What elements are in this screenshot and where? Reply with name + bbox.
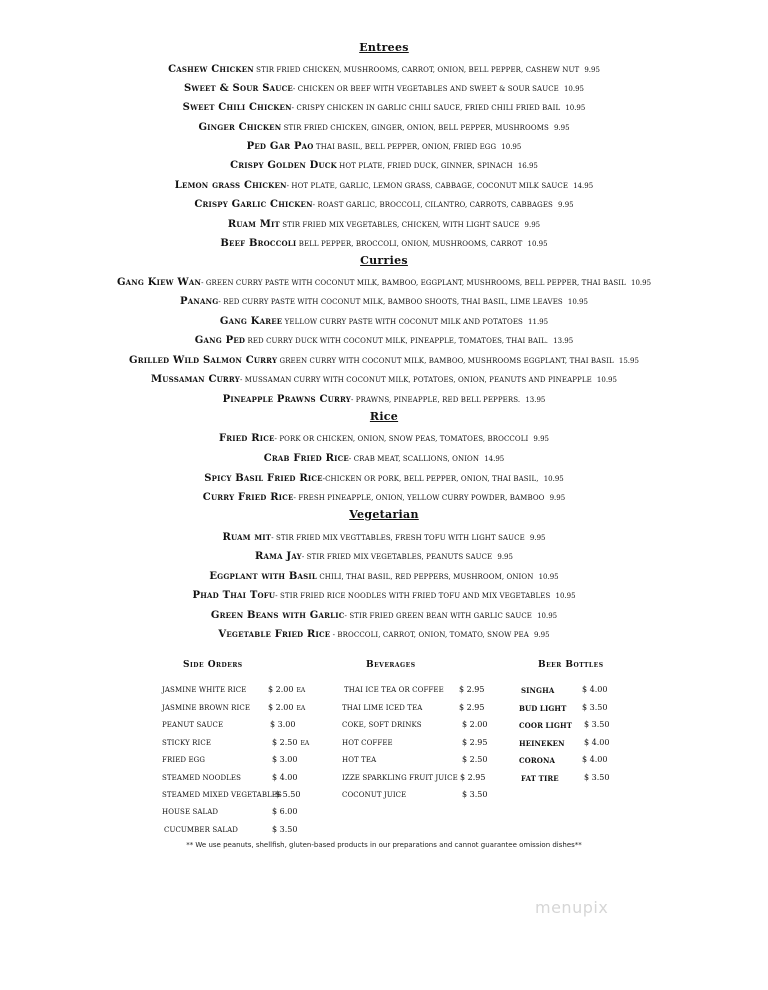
beer-name: BUD LIGHT [519, 704, 567, 713]
side-order-name: STICKY RICE [162, 739, 212, 747]
menu-item: Ped Gar Pao THAI BASIL, BELL PEPPER, ONION, FRIED EGG 10.95 [246, 141, 522, 152]
section-title-rice: Rice [369, 410, 399, 423]
side-order-price: $ 4.00 [272, 773, 298, 782]
beverage-price: $ 2.95 [459, 685, 485, 694]
allergen-note: ** We use peanuts, shellfish, gluten-based products in our preparations and cannot guarantee omission dishes** [186, 841, 582, 849]
section-title-vegetarian: Vegetarian [349, 508, 419, 521]
beverage-price: $ 2.95 [459, 703, 485, 712]
menu-item: Pineapple Prawns Curry- PRAWNS, PINEAPPLE, RED BELL PEPPERS. 13.95 [222, 394, 546, 405]
menu-item: Crispy Garlic Chicken- ROAST GARLIC, BROCCOLI, CILANTRO, CARROTS, CABBAGES 9.95 [194, 199, 574, 210]
beverage-name: COKE, SOFT DRINKS [342, 721, 422, 729]
side-order-name: STEAMED MIXED VEGETABLES [162, 791, 282, 799]
side-order-price: $ 3.50 [272, 825, 298, 834]
beer-name: HEINEKEN [519, 739, 565, 748]
beverage-name: THAI ICE TEA OR COFFEE [344, 686, 444, 694]
menu-item: Gang Karee YELLOW CURRY PASTE WITH COCONUT MILK AND POTATOES 11.95 [219, 316, 549, 327]
beverage-name: HOT TEA [342, 756, 377, 764]
side-order-price: $ 2.00 EA [268, 685, 306, 694]
menu-item: Spicy Basil Fried Rice-CHICKEN OR PORK, BELL PEPPER, ONION, THAI BASIL, 10.95 [204, 473, 564, 484]
beverage-price: $ 2.95 [462, 738, 488, 747]
side-order-price: $ 3.00 [272, 755, 298, 764]
beverage-price: $ 3.50 [462, 790, 488, 799]
menu-item: Ginger Chicken STIR FRIED CHICKEN, GINGER, ONION, BELL PEPPER, MUSHROOMS 9.95 [198, 122, 570, 133]
side-order-price: $ 3.00 [270, 720, 296, 729]
menu-item: Lemon grass Chicken- HOT PLATE, GARLIC, LEMON GRASS, CABBAGE, COCONUT MILK SAUCE 14.95 [174, 180, 594, 191]
side-order-price: $ 6.00 [272, 807, 298, 816]
menupix-watermark: menupix [535, 898, 609, 917]
menu-item: Crab Fried Rice- CRAB MEAT, SCALLIONS, ONION 14.95 [263, 453, 505, 464]
side-order-name: JASMINE WHITE RICE [162, 686, 247, 694]
menu-item: Rama Jay- STIR FRIED MIX VEGETABLES, PEANUTS SAUCE 9.95 [255, 551, 513, 562]
menu-item: Vegetable Fried Rice - BROCCOLI, CARROT, ONION, TOMATO, SNOW PEA 9.95 [218, 629, 550, 640]
menu-item: Phad Thai Tofu- STIR FRIED RICE NOODLES WITH FRIED TOFU AND MIX VEGETABLES 10.95 [192, 590, 576, 601]
beer-name: FAT TIRE [521, 774, 559, 783]
side-order-name: FRIED EGG [162, 756, 206, 764]
side-order-name: PEANUT SAUCE [162, 721, 224, 729]
menu-item: Ruam Mit STIR FRIED MIX VEGETABLES, CHICKEN, WITH LIGHT SAUCE 9.95 [227, 219, 541, 230]
beer-price: $ 4.00 [582, 755, 608, 764]
menu-item: Gang Ped RED CURRY DUCK WITH COCONUT MILK, PINEAPPLE, TOMATOES, THAI BAIL. 13.95 [194, 335, 574, 346]
beer-price: $ 3.50 [584, 720, 610, 729]
beer-price: $ 4.00 [584, 738, 610, 747]
section-title-entrees: Entrees [359, 41, 409, 54]
side-orders-heading: Side Orders [183, 660, 243, 670]
side-order-name: HOUSE SALAD [162, 808, 219, 816]
beverage-name: IZZE SPARKLING FRUIT JUICE [342, 774, 458, 782]
beer-name: COOR LIGHT [519, 721, 573, 730]
menu-item: Eggplant with Basil CHILI, THAI BASIL, RED PEPPERS, MUSHROOM, ONION 10.95 [209, 571, 559, 582]
beverage-name: COCONUT JUICE [342, 791, 407, 799]
side-order-price: $ 2.00 EA [268, 703, 306, 712]
side-order-name: JASMINE BROWN RICE [162, 704, 251, 712]
beverages-heading: Beverages [366, 660, 416, 670]
menu-item: Gang Kiew Wan- GREEN CURRY PASTE WITH COCONUT MILK, BAMBOO, EGGPLANT, MUSHROOMS, BELL PEPPER, THAI BASIL 10.95 [116, 277, 652, 288]
menu-item: Cashew Chicken STIR FRIED CHICKEN, MUSHROOMS, CARROT, ONION, BELL PEPPER, CASHEW NUT 9.95 [168, 64, 600, 75]
beer-bottles-heading: Beer Bottles [538, 660, 604, 670]
menu-item: Ruam mit- STIR FRIED MIX VEGTTABLES, FRESH TOFU WITH LIGHT SAUCE 9.95 [222, 532, 546, 543]
side-order-price: $ 5.50 [275, 790, 301, 799]
beer-name: SINGHA [521, 686, 555, 695]
menu-item: Green Beans with Garlic- STIR FRIED GREEN BEAN WITH GARLIC SAUCE 10.95 [210, 610, 558, 621]
section-title-curries: Curries [360, 254, 408, 267]
beverage-name: THAI LIME ICED TEA [342, 704, 423, 712]
beer-price: $ 3.50 [584, 773, 610, 782]
menu-item: Sweet Chili Chicken- CRISPY CHICKEN IN GARLIC CHILI SAUCE, FRIED CHILI FRIED BAIL 10.95 [182, 102, 586, 113]
menu-item: Fried Rice- PORK OR CHICKEN, ONION, SNOW PEAS, TOMATOES, BROCCOLI 9.95 [218, 433, 550, 444]
menu-item: Crispy Golden Duck HOT PLATE, FRIED DUCK, GINNER, SPINACH 16.95 [230, 160, 538, 171]
menu-item: Grilled Wild Salmon Curry GREEN CURRY WITH COCONUT MILK, BAMBOO, MUSHROOMS EGGPLANT, THAI BASIL 15.95 [129, 355, 639, 366]
beverage-price: $ 2.50 [462, 755, 488, 764]
side-order-name: CUCUMBER SALAD [164, 826, 238, 834]
menu-item: Sweet & Sour Sauce- CHICKEN OR BEEF WITH VEGETABLES AND SWEET & SOUR SAUCE 10.95 [183, 83, 585, 94]
beverage-price: $ 2.95 [460, 773, 486, 782]
menu-item: Panang- RED CURRY PASTE WITH COCONUT MILK, BAMBOO SHOOTS, THAI BASIL, LIME LEAVES 10.95 [180, 296, 588, 307]
menu-item: Curry Fried Rice- FRESH PINEAPPLE, ONION, YELLOW CURRY POWDER, BAMBOO 9.95 [202, 492, 566, 503]
side-order-price: $ 2.50 EA [272, 738, 310, 747]
beer-price: $ 3.50 [582, 703, 608, 712]
menu-item: Beef Broccoli BELL PEPPER, BROCCOLI, ONION, MUSHROOMS, CARROT 10.95 [220, 238, 548, 249]
beverage-price: $ 2.00 [462, 720, 488, 729]
beer-name: CORONA [519, 756, 556, 765]
side-order-name: STEAMED NOODLES [162, 774, 242, 782]
beer-price: $ 4.00 [582, 685, 608, 694]
menu-item: Mussaman Curry- MUSSAMAN CURRY WITH COCONUT MILK, POTATOES, ONION, PEANUTS AND PINEAPPLE 10.95 [151, 374, 617, 385]
beverage-name: HOT COFFEE [342, 739, 393, 747]
